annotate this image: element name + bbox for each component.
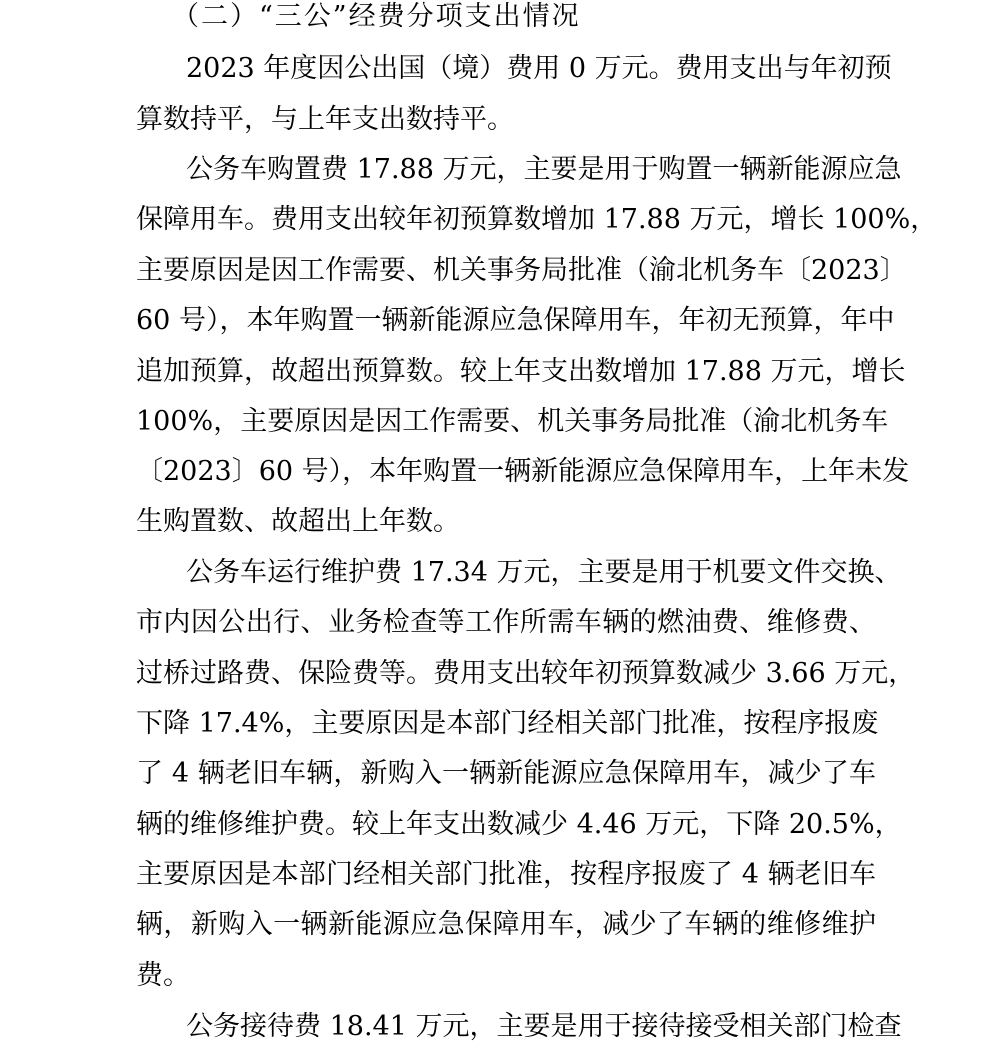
paragraph-line [0,800,1000,850]
paragraph-line [0,1002,1000,1052]
paragraph-line [0,95,1000,145]
paragraph-line [0,649,1000,699]
paragraph-line [0,447,1000,497]
paragraph-text: 100%，主要原因是因工作需要、机关事务局批准（渝北机务车 [136,406,889,437]
paragraph-line [0,598,1000,648]
paragraph-text: 公务接待费 18.41 万元，主要是用于接待接受相关部门检查 [186,1011,902,1042]
paragraph-line [0,44,1000,94]
paragraph-line [0,951,1000,1001]
paragraph-text: 主要原因是本部门经相关部门批准，按程序报废了 4 辆老旧车 [136,859,876,890]
paragraph-text: 〔2023〕60 号），本年购置一辆新能源应急保障用车，上年未发 [136,456,910,487]
paragraph-text: 生购置数、故超出上年数。 [136,506,460,537]
paragraph-line [0,548,1000,598]
paragraph-text: 60 号），本年购置一辆新能源应急保障用车，年初无预算，年中 [136,305,895,336]
paragraph-line [0,296,1000,346]
paragraph-text: 公务车购置费 17.88 万元，主要是用于购置一辆新能源应急 [186,154,902,185]
paragraph-text: 保障用车。费用支出较年初预算数增加 17.88 万元，增长 100%， [136,204,938,235]
paragraph-text: 了 4 辆老旧车辆，新购入一辆新能源应急保障用车，减少了车 [136,758,876,789]
paragraph-line [0,246,1000,296]
paragraph-line [0,347,1000,397]
paragraph-line [0,749,1000,799]
paragraph-text: 2023 年度因公出国（境）费用 0 万元。费用支出与年初预 [186,53,892,84]
paragraph-text: 下降 17.4%，主要原因是本部门经相关部门批准，按程序报废 [136,708,879,739]
section-heading: （二）“三公”经费分项支出情况 [172,1,581,32]
paragraph-line [0,397,1000,447]
paragraph-line [0,850,1000,900]
paragraph-text: 公务车运行维护费 17.34 万元，主要是用于机要文件交换、 [186,557,902,588]
paragraph-line [0,145,1000,195]
section-heading-line [0,0,1000,42]
paragraph-line [0,497,1000,547]
paragraph-text: 算数持平，与上年支出数持平。 [136,104,514,135]
paragraph-text: 主要原因是因工作需要、机关事务局批准（渝北机务车〔2023〕 [136,255,907,286]
paragraph-text: 辆的维修维护费。较上年支出数减少 4.46 万元，下降 20.5%， [136,809,902,840]
paragraph-line [0,900,1000,950]
paragraph-text: 辆，新购入一辆新能源应急保障用车，减少了车辆的维修维护 [136,909,876,940]
paragraph-text: 市内因公出行、业务检查等工作所需车辆的燃油费、维修费、 [136,607,876,638]
paragraph-line [0,195,1000,245]
paragraph-text: 过桥过路费、保险费等。费用支出较年初预算数减少 3.66 万元， [136,658,916,689]
paragraph-text: 追加预算，故超出预算数。较上年支出数增加 17.88 万元，增长 [136,356,906,387]
paragraph-line [0,699,1000,749]
paragraph-text: 费。 [136,960,190,991]
